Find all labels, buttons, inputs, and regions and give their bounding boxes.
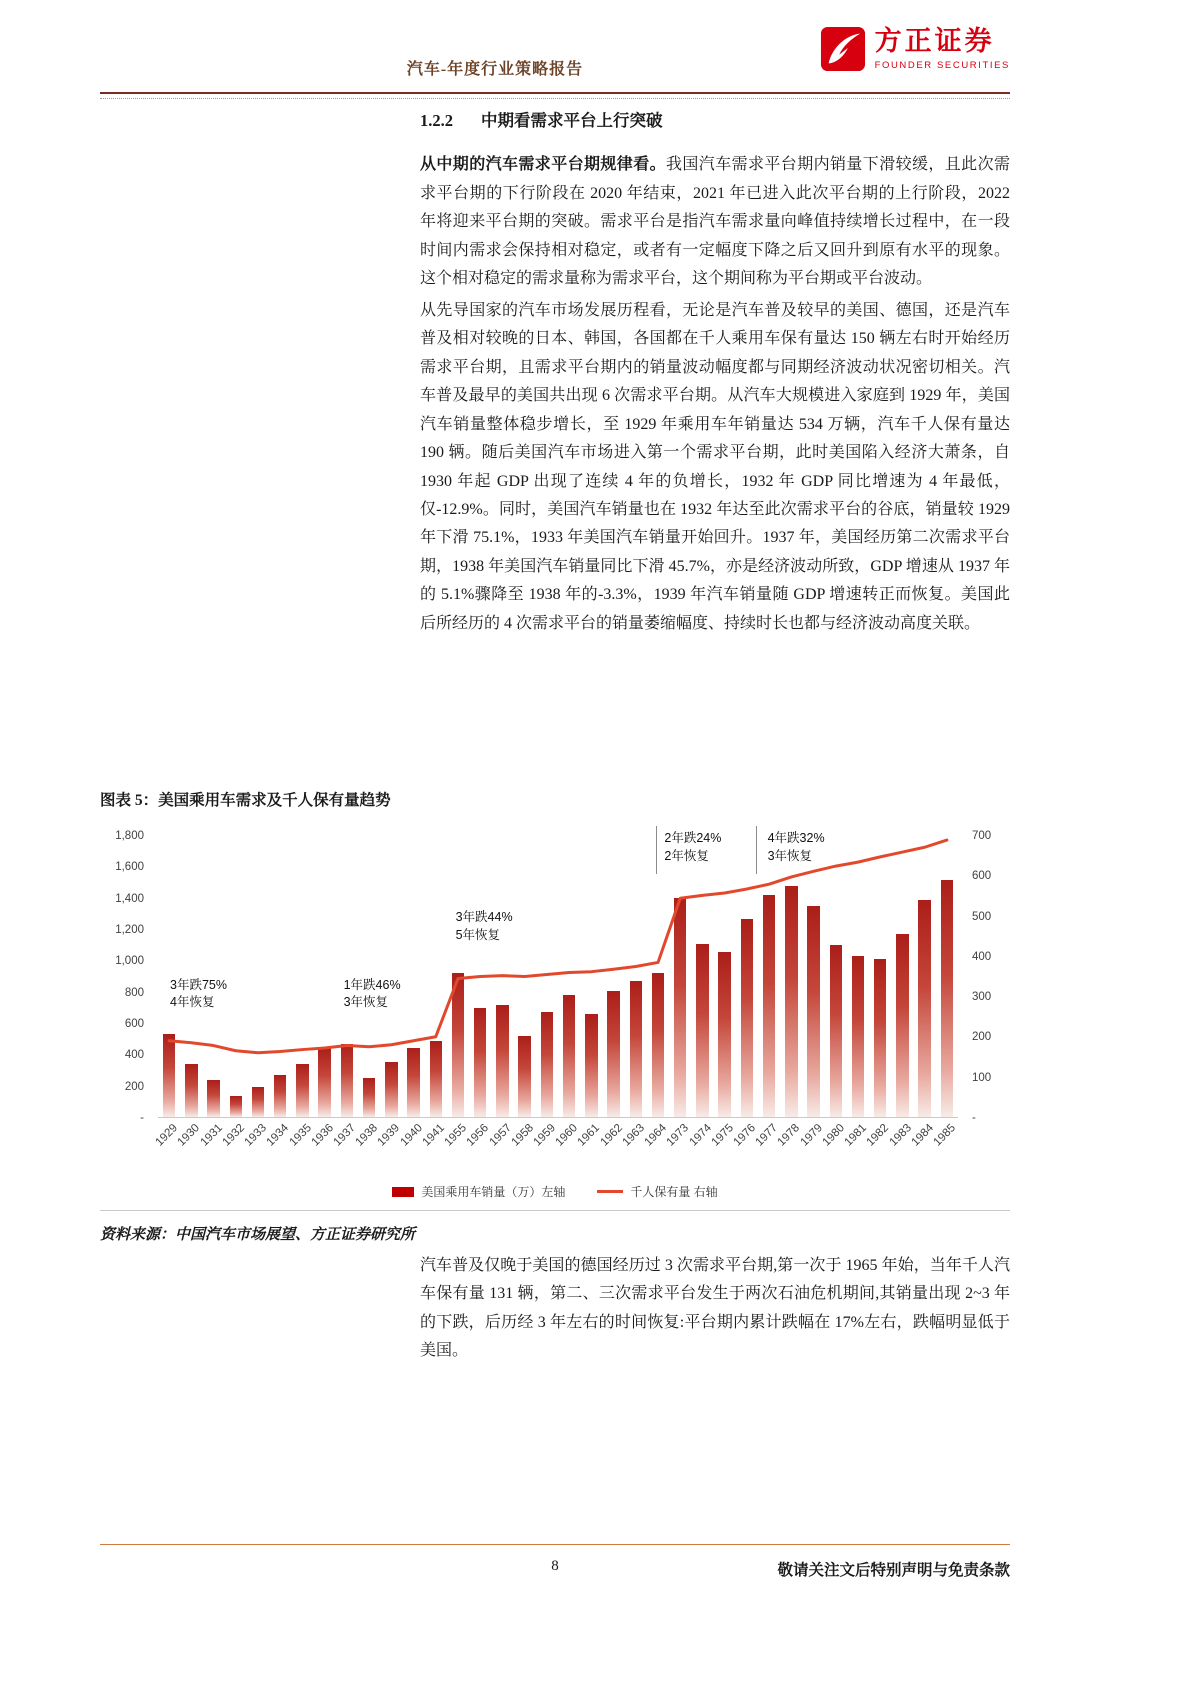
- logo-text-cn: 方正证券: [874, 26, 995, 57]
- axis-tick-label: 1,400: [115, 892, 144, 905]
- x-axis-year-label: 1964: [642, 1122, 670, 1149]
- axis-tick-label: 700: [972, 830, 992, 842]
- x-axis-year-label: 1959: [531, 1122, 559, 1149]
- paragraph-lead-bold: 从中期的汽车需求平台期规律看。: [420, 156, 666, 174]
- footer-divider: [100, 1544, 1010, 1545]
- x-axis-year-label: 1935: [287, 1122, 314, 1149]
- x-axis-year-label: 1931: [198, 1122, 225, 1149]
- line-swatch-icon: [597, 1190, 623, 1193]
- x-axis-year-label: 1958: [509, 1122, 536, 1149]
- x-axis-year-label: 1957: [487, 1122, 514, 1149]
- x-axis-year-label: 1984: [909, 1122, 936, 1149]
- x-axis-year-label: 1974: [687, 1122, 714, 1149]
- x-axis-year-label: 1937: [331, 1122, 359, 1149]
- founder-securities-logo: [820, 26, 1010, 72]
- x-axis-year-label: 1962: [598, 1122, 625, 1149]
- axis-tick-label: 1,000: [115, 955, 144, 968]
- axis-tick-label: 300: [972, 991, 992, 1004]
- x-axis-year-label: 1977: [753, 1122, 781, 1149]
- section-title: 中期看需求平台上行突破: [481, 111, 663, 130]
- axis-tick-label: 400: [972, 950, 992, 963]
- legend-label-ownership: 千人保有量 右轴: [630, 1185, 718, 1199]
- x-axis-year-label: 1982: [864, 1122, 892, 1149]
- x-axis-year-label: 1963: [620, 1122, 647, 1149]
- bar-swatch-icon: [392, 1187, 414, 1197]
- x-axis-year-label: 1976: [731, 1122, 759, 1149]
- axis-tick-label: 800: [124, 986, 144, 999]
- x-axis-year-label: 1933: [242, 1122, 270, 1149]
- axis-tick-label: 500: [972, 910, 992, 923]
- x-axis-year-label: 1939: [375, 1122, 403, 1149]
- x-axis-year-label: 1975: [709, 1122, 736, 1149]
- figure-source: 资料来源：中国汽车市场展望、方正证券研究所: [100, 1210, 1010, 1244]
- ownership-line: [158, 836, 958, 1117]
- axis-tick-label: 1,200: [115, 924, 144, 936]
- page-footer: [100, 1558, 1010, 1584]
- chart-annotation: 1年跌46% 3年恢复: [343, 977, 401, 1009]
- report-header-title: 汽车-年度行业策略报告: [406, 61, 584, 78]
- x-axis-year-label: 1941: [420, 1122, 447, 1149]
- platform-divider-line: [756, 826, 757, 874]
- axis-tick-label: -: [140, 1112, 144, 1124]
- footer-disclaimer: 敬请关注文后特别声明与免责条款: [777, 1562, 1010, 1579]
- axis-tick-label: -: [972, 1112, 976, 1124]
- main-text-column: [420, 106, 1010, 641]
- chart-annotation: 3年跌75% 4年恢复: [170, 977, 227, 1009]
- x-axis-year-label: 1978: [775, 1122, 803, 1149]
- chart-x-axis: [153, 1119, 959, 1173]
- x-axis-year-label: 1934: [264, 1122, 292, 1149]
- axis-tick-label: 400: [124, 1049, 144, 1062]
- x-axis-year-label: 1961: [575, 1122, 603, 1149]
- axis-tick-label: 600: [972, 870, 992, 883]
- section-heading: [420, 106, 1010, 135]
- header-divider-dotted: [100, 98, 1010, 99]
- chart-y-axis-left: [100, 830, 152, 1124]
- figure-5: [100, 788, 1010, 1244]
- x-axis-year-label: 1985: [931, 1122, 959, 1149]
- chart-annotation: 2年跌24% 2年恢复: [664, 831, 722, 863]
- x-axis-year-label: 1930: [175, 1122, 203, 1149]
- page-number: 8: [551, 1558, 559, 1574]
- chart-annotation: 3年跌44% 5年恢复: [455, 910, 513, 942]
- legend-item-sales: [392, 1183, 565, 1200]
- chart-y-axis-right: [964, 830, 1010, 1124]
- header-divider: [100, 92, 1010, 94]
- axis-tick-label: 200: [972, 1031, 992, 1044]
- axis-tick-label: 100: [972, 1071, 992, 1084]
- axis-tick-label: 600: [124, 1018, 144, 1030]
- paragraph-germany: 汽车普及仅晚于美国的德国经历过 3 次需求平台期,第一次于 1965 年始，当年千人汽车保有量 131 辆，第二、三次需求平台发生于两次石油危机期间,其销量出现 2~3 年的下跌，后历经 3 年左右的时间恢复:平台期内累计跌幅在 17%左右，跌幅明显低于美国。: [420, 1257, 1010, 1360]
- legend-item-ownership: [597, 1183, 717, 1200]
- axis-tick-label: 1,800: [115, 830, 144, 842]
- page-header: [100, 24, 1010, 88]
- x-axis-year-label: 1936: [309, 1122, 336, 1149]
- x-axis-year-label: 1960: [553, 1122, 581, 1149]
- x-axis-year-label: 1973: [664, 1122, 692, 1149]
- x-axis-year-label: 1981: [842, 1122, 870, 1149]
- logo-text: [875, 27, 1010, 71]
- x-axis-year-label: 1940: [398, 1122, 425, 1149]
- x-axis-year-label: 1980: [820, 1122, 847, 1149]
- secondary-text-column: [420, 1252, 1010, 1369]
- axis-tick-label: 1,600: [115, 861, 144, 874]
- x-axis-year-label: 1932: [220, 1122, 247, 1149]
- chart-legend: [100, 1183, 1010, 1200]
- x-axis-year-label: 1983: [887, 1122, 914, 1149]
- us-car-demand-chart: [100, 822, 1010, 1204]
- platform-divider-line: [656, 826, 657, 874]
- paragraph-mid-term: [420, 151, 1010, 293]
- chart-plot-area: [158, 831, 958, 1118]
- axis-tick-label: 200: [124, 1080, 144, 1093]
- founder-logo-icon: [820, 26, 866, 72]
- x-axis-year-label: 1956: [464, 1122, 492, 1149]
- section-number: 1.2.2: [420, 111, 453, 130]
- paragraph-us-history: 从先导国家的汽车市场发展历程看，无论是汽车普及较早的美国、德国，还是汽车普及相对较晚的日本、韩国，各国都在千人乘用车保有量达 150 辆左右时开始经历需求平台期，且需求平台期内的销量波动幅度都与同期经济波动状况密切相关。汽车普及最早的美国共出现 6 次需求平台期。从汽车大规模进入家庭到 1929 年，美国汽车销量整体稳步增长，至 1929 年乘用车年销量达 534 万辆，汽车千人保有量达 190 辆。随后美国汽车市场进入第一个需求平台期，此时美国陷入经济大萧条，自 1930 年起 GDP 出现了连续 4 年的负增长，1932 年 GDP 同比增速为 4 年最低，仅-12.9%。同时，美国汽车销量也在 1932 年达至此次需求平台的谷底，销量较 1929 年下滑 75.1%，1933 年美国汽车销量开始回升。1937 年，美国经历第二次需求平台期，1938 年美国汽车销量同比下滑 45.7%，亦是经济波动所致，GDP 增速从 1937 年的 5.1%骤降至 1938 年的-3.3%，1939 年汽车销量随 GDP 增速转正而恢复。美国此后所经历的 4 次需求平台的销量萎缩幅度、持续时长也都与经济波动高度关联。: [420, 301, 1010, 632]
- x-axis-year-label: 1979: [798, 1122, 825, 1149]
- x-axis-year-label: 1938: [353, 1122, 381, 1149]
- x-axis-year-label: 1955: [442, 1122, 470, 1149]
- legend-label-sales: 美国乘用车销量（万）左轴: [421, 1185, 566, 1199]
- x-axis-year-label: 1929: [153, 1122, 181, 1149]
- chart-annotation: 4年跌32% 3年恢复: [767, 831, 825, 863]
- paragraph-lead-rest: 我国汽车需求平台期内销量下滑较缓，且此次需求平台期的下行阶段在 2020 年结束，2021 年已进入此次平台期的上行阶段，2022 年将迎来平台期的突破。需求平台是指汽车需求量向峰值持续增长过程中，在一段时间内需求会保持相对稳定，或者有一定幅度下降之后又回升到原有水平的现象。这个相对稳定的需求量称为需求平台，这个期间称为平台期或平台波动。: [420, 156, 1010, 288]
- logo-text-en: FOUNDER SECURITIES: [874, 59, 1010, 71]
- figure-title: 图表 5：美国乘用车需求及千人保有量趋势: [100, 792, 391, 809]
